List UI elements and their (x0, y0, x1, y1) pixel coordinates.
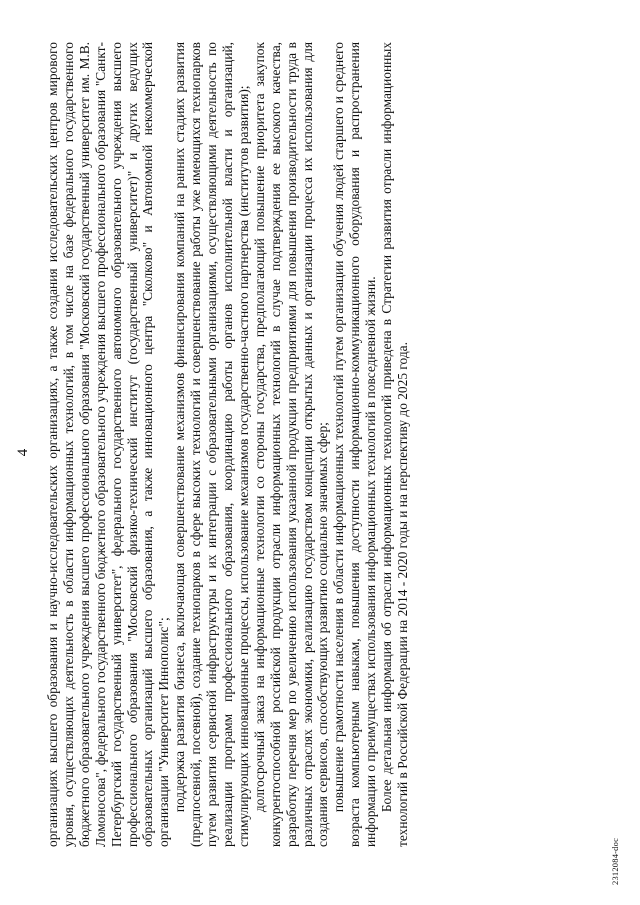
paragraph-literacy: повышение грамотности населения в области информационных технологий путем организации обучения людей старшего и среднего возраста компьютерным навыкам, повышения доступности информационно-коммуникационного оборудования и распространения информации о преимуществах использования информационных технологий в повседневной жизни. (331, 42, 379, 847)
paragraph-strategy-reference: Более детальная информация об отрасли информационных технологий приведена в Стратегии развития отрасли информационных технологий в Российской Федерации на 2014 - 2020 годы и на перспективу до 2025 года. (379, 42, 410, 847)
paragraph-government-order: долгосрочный заказ на информационные технологии со стороны государства, предполагающий повышение приоритета закупок конкурентоспособной российской продукции отрасли информационных технологий в случае подтверждения ее высокого качества, разработку перечня мер по увеличению использования указанной продукции предприятиями для повышения производительности труда в различных отраслях экономики, реализацию государством концепции открытых данных и организации процесса их использования для создания сервисов, способствующих развитию социально значимых сфер; (251, 42, 331, 847)
paragraph-continuation: организациях высшего образования и научно-исследовательских организациях, а также создания исследовательских центров мирового уровня, осуществляющих деятельность в области информационных технологий, в том числе на базе федерального государственного бюджетного образовательного учреждения высшего профессионального образования "Московский государственный университет им. М.В. Ломоносова", федерального государственного бюджетного образовательного учреждения высшего профессионального образования "Санкт-Петербургский государственный университет", федерального государственного автономного образовательного учреждения высшего профессионального образования "Московский физико-технический институт (государственный университет)" и других ведущих образовательных организаций высшего образования, а также инновационного центра "Сколково" и Автономной некоммерческой организации "Университет Иннополис"; (45, 42, 172, 847)
document-body (45, 42, 411, 847)
paragraph-business-support: поддержка развития бизнеса, включающая совершенствование механизмов финансирования компаний на ранних стадиях развития (предпосевной, посевной), создание технопарков в сфере высоких технологий и совершенствование работы уже имеющихся технопарков путем развития сервисной инфраструктуры и их интеграции с образовательными организациями, осуществляющими деятельность по реализации программ профессионального образования, координацию работы органов исполнительной власти и организаций, стимулирующих инновационные процессы, использование механизмов государственно-частного партнерства (институтов развития); (172, 42, 251, 847)
document-code: 2312084-doc (610, 837, 620, 885)
page-number: 4 (15, 448, 31, 457)
